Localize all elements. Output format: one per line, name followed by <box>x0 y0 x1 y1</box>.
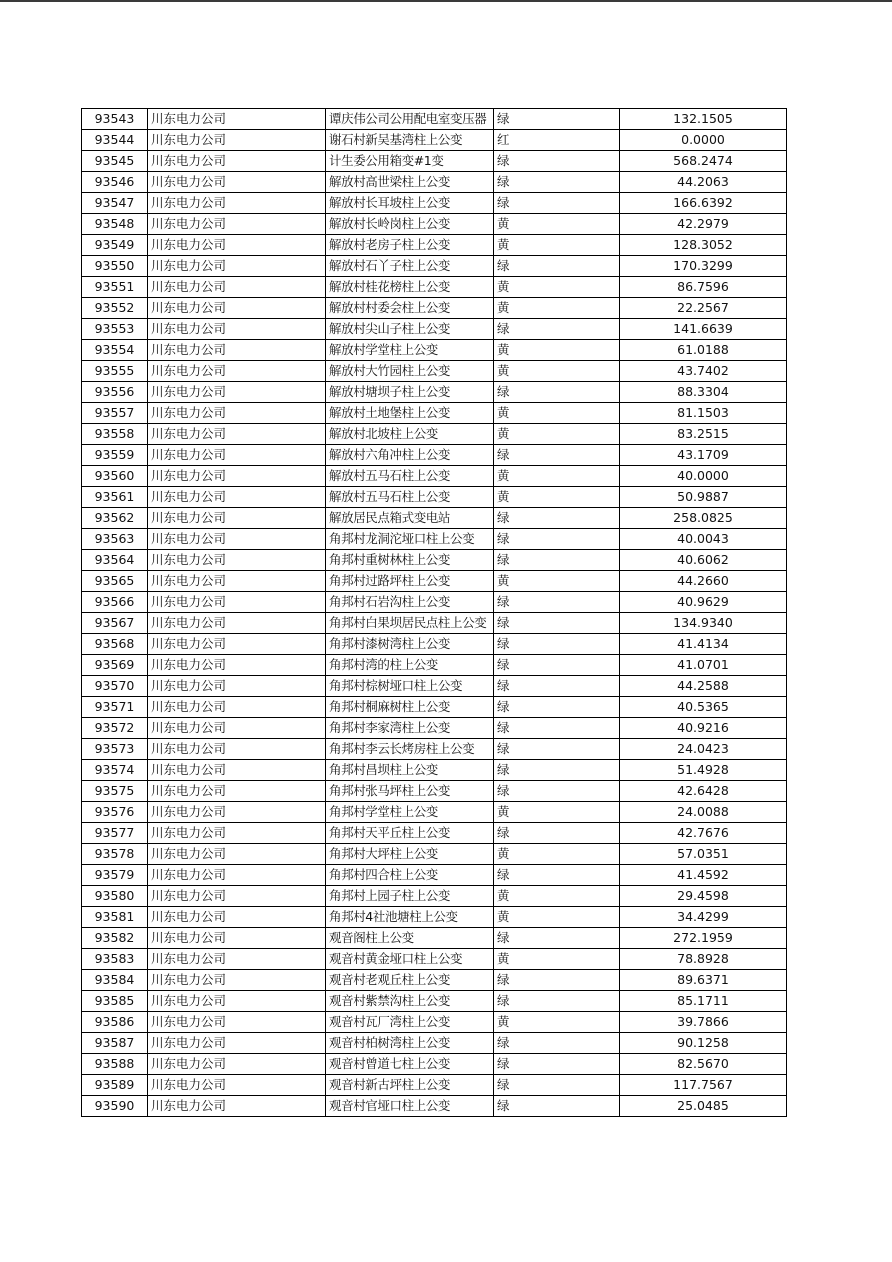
cell-id: 93582 <box>82 928 148 949</box>
cell-status: 绿 <box>494 529 620 550</box>
cell-value: 132.1505 <box>620 109 787 130</box>
cell-company: 川东电力公司 <box>148 739 326 760</box>
cell-status: 绿 <box>494 676 620 697</box>
cell-transformer-name: 解放村石丫子柱上公变 <box>326 256 494 277</box>
cell-transformer-name: 解放村村委会柱上公变 <box>326 298 494 319</box>
cell-id: 93561 <box>82 487 148 508</box>
table-body <box>82 109 787 1117</box>
table-row <box>82 697 787 718</box>
cell-company: 川东电力公司 <box>148 886 326 907</box>
cell-value: 83.2515 <box>620 424 787 445</box>
cell-transformer-name: 角邦村龙洞沱垭口柱上公变 <box>326 529 494 550</box>
cell-company: 川东电力公司 <box>148 949 326 970</box>
cell-transformer-name: 观音村紫禁沟柱上公变 <box>326 991 494 1012</box>
table-row <box>82 781 787 802</box>
cell-company: 川东电力公司 <box>148 970 326 991</box>
cell-id: 93568 <box>82 634 148 655</box>
cell-value: 44.2588 <box>620 676 787 697</box>
cell-transformer-name: 观音村柏树湾柱上公变 <box>326 1033 494 1054</box>
cell-value: 40.0043 <box>620 529 787 550</box>
cell-id: 93566 <box>82 592 148 613</box>
cell-status: 绿 <box>494 1033 620 1054</box>
cell-company: 川东电力公司 <box>148 403 326 424</box>
cell-company: 川东电力公司 <box>148 298 326 319</box>
table-row <box>82 676 787 697</box>
cell-status: 黄 <box>494 1012 620 1033</box>
table-row <box>82 172 787 193</box>
cell-transformer-name: 解放村五马石柱上公变 <box>326 466 494 487</box>
cell-value: 81.1503 <box>620 403 787 424</box>
cell-id: 93543 <box>82 109 148 130</box>
cell-value: 86.7596 <box>620 277 787 298</box>
cell-value: 41.0701 <box>620 655 787 676</box>
cell-status: 黄 <box>494 361 620 382</box>
cell-transformer-name: 解放村北坡柱上公变 <box>326 424 494 445</box>
cell-status: 绿 <box>494 613 620 634</box>
cell-id: 93563 <box>82 529 148 550</box>
cell-status: 绿 <box>494 634 620 655</box>
cell-company: 川东电力公司 <box>148 172 326 193</box>
cell-value: 568.2474 <box>620 151 787 172</box>
cell-id: 93549 <box>82 235 148 256</box>
cell-company: 川东电力公司 <box>148 802 326 823</box>
table-row <box>82 1054 787 1075</box>
cell-id: 93580 <box>82 886 148 907</box>
cell-id: 93548 <box>82 214 148 235</box>
cell-company: 川东电力公司 <box>148 1012 326 1033</box>
cell-id: 93586 <box>82 1012 148 1033</box>
cell-transformer-name: 观音村瓦厂湾柱上公变 <box>326 1012 494 1033</box>
cell-transformer-name: 观音村新古坪柱上公变 <box>326 1075 494 1096</box>
table-row <box>82 550 787 571</box>
table-row <box>82 340 787 361</box>
transformer-load-table <box>81 108 787 1117</box>
cell-value: 134.9340 <box>620 613 787 634</box>
cell-status: 绿 <box>494 109 620 130</box>
cell-id: 93556 <box>82 382 148 403</box>
table-row <box>82 130 787 151</box>
cell-status: 绿 <box>494 1096 620 1117</box>
table-row <box>82 193 787 214</box>
cell-status: 黄 <box>494 886 620 907</box>
cell-status: 绿 <box>494 256 620 277</box>
cell-transformer-name: 角邦村张马坪柱上公变 <box>326 781 494 802</box>
table-row <box>82 277 787 298</box>
cell-value: 25.0485 <box>620 1096 787 1117</box>
cell-value: 128.3052 <box>620 235 787 256</box>
cell-transformer-name: 解放村老房子柱上公变 <box>326 235 494 256</box>
table-row <box>82 592 787 613</box>
cell-id: 93567 <box>82 613 148 634</box>
cell-company: 川东电力公司 <box>148 235 326 256</box>
table-row <box>82 1096 787 1117</box>
table-row <box>82 361 787 382</box>
cell-transformer-name: 角邦村大坪柱上公变 <box>326 844 494 865</box>
cell-status: 绿 <box>494 592 620 613</box>
cell-status: 绿 <box>494 991 620 1012</box>
cell-value: 43.1709 <box>620 445 787 466</box>
cell-id: 93570 <box>82 676 148 697</box>
cell-value: 40.9629 <box>620 592 787 613</box>
cell-id: 93545 <box>82 151 148 172</box>
cell-transformer-name: 观音村老观丘柱上公变 <box>326 970 494 991</box>
cell-value: 44.2660 <box>620 571 787 592</box>
cell-status: 黄 <box>494 403 620 424</box>
cell-id: 93550 <box>82 256 148 277</box>
cell-transformer-name: 谢石村新吴基湾柱上公变 <box>326 130 494 151</box>
cell-company: 川东电力公司 <box>148 1075 326 1096</box>
cell-value: 43.7402 <box>620 361 787 382</box>
table-row <box>82 214 787 235</box>
cell-transformer-name: 角邦村过路坪柱上公变 <box>326 571 494 592</box>
cell-id: 93569 <box>82 655 148 676</box>
table-row <box>82 1012 787 1033</box>
cell-value: 78.8928 <box>620 949 787 970</box>
cell-value: 41.4592 <box>620 865 787 886</box>
cell-value: 85.1711 <box>620 991 787 1012</box>
cell-id: 93585 <box>82 991 148 1012</box>
cell-transformer-name: 谭庆伟公司公用配电室变压器 <box>326 109 494 130</box>
table-row <box>82 802 787 823</box>
cell-status: 绿 <box>494 697 620 718</box>
table-row <box>82 613 787 634</box>
cell-company: 川东电力公司 <box>148 1033 326 1054</box>
cell-id: 93557 <box>82 403 148 424</box>
cell-value: 166.6392 <box>620 193 787 214</box>
cell-value: 258.0825 <box>620 508 787 529</box>
cell-value: 57.0351 <box>620 844 787 865</box>
cell-transformer-name: 角邦村重树林柱上公变 <box>326 550 494 571</box>
cell-id: 93560 <box>82 466 148 487</box>
cell-company: 川东电力公司 <box>148 340 326 361</box>
cell-transformer-name: 解放村五马石柱上公变 <box>326 487 494 508</box>
cell-status: 绿 <box>494 865 620 886</box>
cell-company: 川东电力公司 <box>148 1054 326 1075</box>
cell-company: 川东电力公司 <box>148 508 326 529</box>
table-row <box>82 865 787 886</box>
table-row <box>82 508 787 529</box>
table-row <box>82 445 787 466</box>
cell-id: 93558 <box>82 424 148 445</box>
cell-value: 22.2567 <box>620 298 787 319</box>
spreadsheet-page <box>81 108 787 1117</box>
table-row <box>82 256 787 277</box>
cell-transformer-name: 观音阁柱上公变 <box>326 928 494 949</box>
table-row <box>82 844 787 865</box>
cell-company: 川东电力公司 <box>148 634 326 655</box>
cell-status: 黄 <box>494 235 620 256</box>
cell-id: 93555 <box>82 361 148 382</box>
cell-id: 93554 <box>82 340 148 361</box>
cell-id: 93590 <box>82 1096 148 1117</box>
cell-company: 川东电力公司 <box>148 991 326 1012</box>
cell-status: 绿 <box>494 928 620 949</box>
cell-value: 42.2979 <box>620 214 787 235</box>
cell-status: 绿 <box>494 193 620 214</box>
table-row <box>82 571 787 592</box>
cell-company: 川东电力公司 <box>148 655 326 676</box>
cell-transformer-name: 计生委公用箱变#1变 <box>326 151 494 172</box>
cell-status: 黄 <box>494 214 620 235</box>
cell-id: 93578 <box>82 844 148 865</box>
cell-company: 川东电力公司 <box>148 466 326 487</box>
cell-transformer-name: 观音村官垭口柱上公变 <box>326 1096 494 1117</box>
cell-company: 川东电力公司 <box>148 550 326 571</box>
cell-status: 绿 <box>494 382 620 403</box>
table-row <box>82 109 787 130</box>
table-row <box>82 970 787 991</box>
cell-id: 93551 <box>82 277 148 298</box>
cell-id: 93573 <box>82 739 148 760</box>
cell-status: 黄 <box>494 949 620 970</box>
cell-status: 绿 <box>494 445 620 466</box>
cell-id: 93562 <box>82 508 148 529</box>
table-row <box>82 949 787 970</box>
table-row <box>82 823 787 844</box>
cell-transformer-name: 解放村学堂柱上公变 <box>326 340 494 361</box>
table-row <box>82 319 787 340</box>
cell-value: 42.6428 <box>620 781 787 802</box>
cell-value: 117.7567 <box>620 1075 787 1096</box>
cell-company: 川东电力公司 <box>148 823 326 844</box>
cell-id: 93565 <box>82 571 148 592</box>
cell-transformer-name: 角邦村上园子柱上公变 <box>326 886 494 907</box>
cell-company: 川东电力公司 <box>148 109 326 130</box>
cell-value: 82.5670 <box>620 1054 787 1075</box>
cell-status: 绿 <box>494 172 620 193</box>
cell-status: 黄 <box>494 298 620 319</box>
cell-status: 黄 <box>494 844 620 865</box>
cell-transformer-name: 角邦村天平丘柱上公变 <box>326 823 494 844</box>
table-row <box>82 487 787 508</box>
table-row <box>82 529 787 550</box>
cell-transformer-name: 观音村黄金垭口柱上公变 <box>326 949 494 970</box>
cell-id: 93583 <box>82 949 148 970</box>
cell-value: 51.4928 <box>620 760 787 781</box>
cell-value: 90.1258 <box>620 1033 787 1054</box>
table-row <box>82 655 787 676</box>
cell-company: 川东电力公司 <box>148 697 326 718</box>
cell-id: 93559 <box>82 445 148 466</box>
cell-id: 93576 <box>82 802 148 823</box>
cell-status: 黄 <box>494 424 620 445</box>
cell-status: 绿 <box>494 823 620 844</box>
cell-id: 93577 <box>82 823 148 844</box>
cell-transformer-name: 角邦村4社池塘柱上公变 <box>326 907 494 928</box>
cell-transformer-name: 解放村桂花榜柱上公变 <box>326 277 494 298</box>
cell-status: 绿 <box>494 739 620 760</box>
cell-transformer-name: 角邦村学堂柱上公变 <box>326 802 494 823</box>
cell-company: 川东电力公司 <box>148 865 326 886</box>
cell-company: 川东电力公司 <box>148 907 326 928</box>
cell-company: 川东电力公司 <box>148 319 326 340</box>
cell-id: 93584 <box>82 970 148 991</box>
cell-id: 93587 <box>82 1033 148 1054</box>
cell-value: 42.7676 <box>620 823 787 844</box>
cell-status: 绿 <box>494 1054 620 1075</box>
cell-transformer-name: 解放村土地堡柱上公变 <box>326 403 494 424</box>
cell-id: 93588 <box>82 1054 148 1075</box>
cell-transformer-name: 解放村尖山子柱上公变 <box>326 319 494 340</box>
cell-id: 93547 <box>82 193 148 214</box>
cell-id: 93571 <box>82 697 148 718</box>
cell-value: 34.4299 <box>620 907 787 928</box>
cell-value: 170.3299 <box>620 256 787 277</box>
cell-transformer-name: 角邦村李家湾柱上公变 <box>326 718 494 739</box>
cell-value: 24.0088 <box>620 802 787 823</box>
cell-company: 川东电力公司 <box>148 1096 326 1117</box>
cell-value: 40.9216 <box>620 718 787 739</box>
page-top-border <box>0 0 892 2</box>
cell-company: 川东电力公司 <box>148 361 326 382</box>
cell-status: 黄 <box>494 802 620 823</box>
cell-transformer-name: 解放村长岭岗柱上公变 <box>326 214 494 235</box>
cell-company: 川东电力公司 <box>148 718 326 739</box>
cell-value: 50.9887 <box>620 487 787 508</box>
cell-status: 黄 <box>494 907 620 928</box>
cell-value: 0.0000 <box>620 130 787 151</box>
cell-transformer-name: 角邦村桐麻树柱上公变 <box>326 697 494 718</box>
cell-company: 川东电力公司 <box>148 844 326 865</box>
cell-value: 141.6639 <box>620 319 787 340</box>
cell-value: 89.6371 <box>620 970 787 991</box>
cell-id: 93564 <box>82 550 148 571</box>
cell-company: 川东电力公司 <box>148 151 326 172</box>
cell-value: 40.6062 <box>620 550 787 571</box>
cell-value: 272.1959 <box>620 928 787 949</box>
cell-company: 川东电力公司 <box>148 130 326 151</box>
cell-transformer-name: 解放村塘坝子柱上公变 <box>326 382 494 403</box>
cell-value: 40.0000 <box>620 466 787 487</box>
cell-transformer-name: 解放村大竹园柱上公变 <box>326 361 494 382</box>
cell-status: 绿 <box>494 550 620 571</box>
table-row <box>82 151 787 172</box>
cell-company: 川东电力公司 <box>148 781 326 802</box>
cell-id: 93581 <box>82 907 148 928</box>
table-row <box>82 991 787 1012</box>
cell-id: 93589 <box>82 1075 148 1096</box>
cell-company: 川东电力公司 <box>148 193 326 214</box>
table-row <box>82 907 787 928</box>
cell-status: 绿 <box>494 781 620 802</box>
cell-status: 绿 <box>494 508 620 529</box>
cell-company: 川东电力公司 <box>148 256 326 277</box>
cell-value: 29.4598 <box>620 886 787 907</box>
table-row <box>82 466 787 487</box>
cell-company: 川东电力公司 <box>148 529 326 550</box>
cell-id: 93575 <box>82 781 148 802</box>
cell-transformer-name: 角邦村湾的柱上公变 <box>326 655 494 676</box>
cell-transformer-name: 角邦村石岩沟柱上公变 <box>326 592 494 613</box>
cell-transformer-name: 角邦村李云长烤房柱上公变 <box>326 739 494 760</box>
cell-value: 41.4134 <box>620 634 787 655</box>
cell-transformer-name: 解放村六角冲柱上公变 <box>326 445 494 466</box>
cell-transformer-name: 角邦村棕树垭口柱上公变 <box>326 676 494 697</box>
table-row <box>82 235 787 256</box>
cell-value: 24.0423 <box>620 739 787 760</box>
cell-company: 川东电力公司 <box>148 445 326 466</box>
cell-company: 川东电力公司 <box>148 214 326 235</box>
table-row <box>82 760 787 781</box>
cell-status: 绿 <box>494 718 620 739</box>
table-row <box>82 886 787 907</box>
table-row <box>82 634 787 655</box>
cell-status: 绿 <box>494 1075 620 1096</box>
cell-company: 川东电力公司 <box>148 928 326 949</box>
table-row <box>82 739 787 760</box>
table-row <box>82 1075 787 1096</box>
cell-company: 川东电力公司 <box>148 613 326 634</box>
cell-transformer-name: 解放村长耳坡柱上公变 <box>326 193 494 214</box>
cell-status: 黄 <box>494 487 620 508</box>
cell-value: 39.7866 <box>620 1012 787 1033</box>
table-row <box>82 424 787 445</box>
cell-status: 绿 <box>494 151 620 172</box>
cell-transformer-name: 解放居民点箱式变电站 <box>326 508 494 529</box>
cell-company: 川东电力公司 <box>148 571 326 592</box>
cell-status: 红 <box>494 130 620 151</box>
cell-transformer-name: 角邦村昌坝柱上公变 <box>326 760 494 781</box>
cell-id: 93572 <box>82 718 148 739</box>
cell-value: 40.5365 <box>620 697 787 718</box>
cell-company: 川东电力公司 <box>148 382 326 403</box>
cell-id: 93546 <box>82 172 148 193</box>
cell-status: 黄 <box>494 571 620 592</box>
cell-status: 黄 <box>494 277 620 298</box>
table-row <box>82 382 787 403</box>
cell-status: 绿 <box>494 760 620 781</box>
cell-value: 61.0188 <box>620 340 787 361</box>
cell-status: 黄 <box>494 466 620 487</box>
table-row <box>82 928 787 949</box>
cell-transformer-name: 解放村高世梁柱上公变 <box>326 172 494 193</box>
table-row <box>82 298 787 319</box>
table-row <box>82 718 787 739</box>
cell-company: 川东电力公司 <box>148 676 326 697</box>
cell-status: 绿 <box>494 319 620 340</box>
cell-company: 川东电力公司 <box>148 277 326 298</box>
cell-company: 川东电力公司 <box>148 760 326 781</box>
cell-value: 88.3304 <box>620 382 787 403</box>
cell-status: 绿 <box>494 970 620 991</box>
cell-id: 93544 <box>82 130 148 151</box>
cell-status: 黄 <box>494 340 620 361</box>
table-row <box>82 1033 787 1054</box>
cell-company: 川东电力公司 <box>148 592 326 613</box>
cell-value: 44.2063 <box>620 172 787 193</box>
cell-transformer-name: 观音村曾道七柱上公变 <box>326 1054 494 1075</box>
cell-status: 绿 <box>494 655 620 676</box>
cell-transformer-name: 角邦村四合柱上公变 <box>326 865 494 886</box>
cell-id: 93552 <box>82 298 148 319</box>
cell-id: 93574 <box>82 760 148 781</box>
cell-transformer-name: 角邦村白果坝居民点柱上公变 <box>326 613 494 634</box>
cell-transformer-name: 角邦村漆树湾柱上公变 <box>326 634 494 655</box>
cell-id: 93579 <box>82 865 148 886</box>
table-row <box>82 403 787 424</box>
cell-company: 川东电力公司 <box>148 424 326 445</box>
cell-company: 川东电力公司 <box>148 487 326 508</box>
cell-id: 93553 <box>82 319 148 340</box>
